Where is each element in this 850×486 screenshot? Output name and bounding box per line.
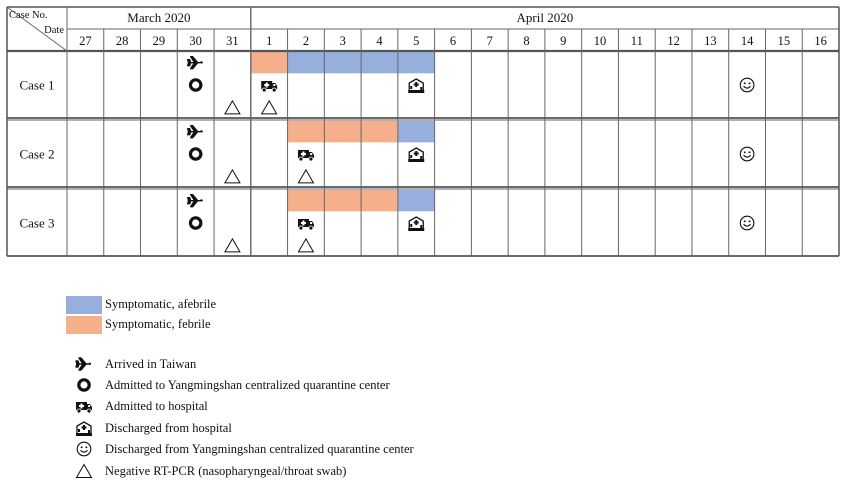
day-label-11: 11 xyxy=(630,34,643,48)
day-label-6: 6 xyxy=(449,34,457,48)
airplane-icon xyxy=(74,356,94,372)
ambulance-icon xyxy=(261,81,277,92)
airplane-icon xyxy=(188,195,203,207)
status-bar-febrile xyxy=(288,121,398,142)
airplane-icon xyxy=(188,126,203,138)
day-label-4: 4 xyxy=(376,34,383,48)
day-label-15: 15 xyxy=(777,34,791,48)
hospital-exit-icon xyxy=(74,420,94,436)
case-label-1: Case 1 xyxy=(19,77,55,93)
hospital-exit-icon xyxy=(76,422,92,436)
month-label-april: April 2020 xyxy=(516,10,574,25)
hospital-exit-icon xyxy=(408,217,424,231)
triangle-icon xyxy=(298,239,313,252)
ring-icon xyxy=(190,218,200,228)
case-label-2: Case 2 xyxy=(19,146,55,162)
day-label-5: 5 xyxy=(413,34,420,48)
day-label-16: 16 xyxy=(814,34,827,48)
day-label-30: 30 xyxy=(189,34,202,48)
day-label-9: 9 xyxy=(560,34,567,48)
day-label-31: 31 xyxy=(226,34,239,48)
legend-label-febrile: Symptomatic, febrile xyxy=(105,317,211,331)
day-label-13: 13 xyxy=(704,34,717,48)
case-label-3: Case 3 xyxy=(19,215,55,231)
ring-icon xyxy=(190,80,200,90)
corner-label-case-no: Case No. xyxy=(9,10,48,21)
day-label-28: 28 xyxy=(115,34,129,48)
ambulance-icon xyxy=(298,150,314,161)
triangle-icon xyxy=(225,239,240,252)
ring-icon xyxy=(79,380,89,390)
day-label-1: 1 xyxy=(266,34,273,48)
status-bar-febrile xyxy=(251,52,288,73)
ring-icon xyxy=(74,377,94,393)
legend-label-admitted-hospital: Admitted to hospital xyxy=(105,399,208,413)
day-label-7: 7 xyxy=(486,34,493,48)
status-bar-afebrile xyxy=(398,121,435,142)
legend-label-admitted-center: Admitted to Yangmingshan centralized quarantine center xyxy=(105,378,390,392)
status-bar-afebrile xyxy=(398,190,435,211)
day-label-10: 10 xyxy=(593,34,607,48)
month-label-march: March 2020 xyxy=(127,10,191,25)
triangle-icon xyxy=(262,101,277,114)
legend-swatch-afebrile xyxy=(66,296,102,314)
status-bar-febrile xyxy=(288,190,398,211)
triangle-icon xyxy=(298,170,313,183)
smiley-icon xyxy=(740,78,754,92)
legend-label-discharged-hospital: Discharged from hospital xyxy=(105,421,232,435)
corner-label-date: Date xyxy=(44,25,64,36)
legend-swatch-febrile xyxy=(66,316,102,334)
smiley-icon xyxy=(740,147,754,161)
day-label-3: 3 xyxy=(339,34,346,48)
smiley-icon xyxy=(77,442,91,456)
ambulance-icon xyxy=(76,402,92,413)
airplane-icon xyxy=(188,57,203,69)
day-label-12: 12 xyxy=(667,34,680,48)
legend-label-discharged-center: Discharged from Yangmingshan centralized quarantine center xyxy=(105,442,414,456)
ambulance-icon xyxy=(74,398,94,414)
day-label-29: 29 xyxy=(152,34,166,48)
ambulance-icon xyxy=(298,219,314,230)
legend-label-arrived: Arrived in Taiwan xyxy=(105,357,197,371)
airplane-icon xyxy=(76,358,91,370)
smiley-icon xyxy=(74,441,94,457)
hospital-exit-icon xyxy=(408,79,424,93)
smiley-icon xyxy=(740,216,754,230)
legend-label-afebrile: Symptomatic, afebrile xyxy=(105,297,217,311)
day-label-27: 27 xyxy=(79,34,92,48)
ring-icon xyxy=(190,149,200,159)
triangle-icon xyxy=(74,463,94,479)
day-label-2: 2 xyxy=(302,34,310,48)
triangle-icon xyxy=(225,170,240,183)
triangle-icon xyxy=(225,101,240,114)
day-label-8: 8 xyxy=(523,34,530,48)
hospital-exit-icon xyxy=(408,148,424,162)
triangle-icon xyxy=(77,465,92,478)
legend-label-negative-pcr: Negative RT-PCR (nasopharyngeal/throat swab) xyxy=(105,464,347,478)
day-label-14: 14 xyxy=(740,34,754,48)
